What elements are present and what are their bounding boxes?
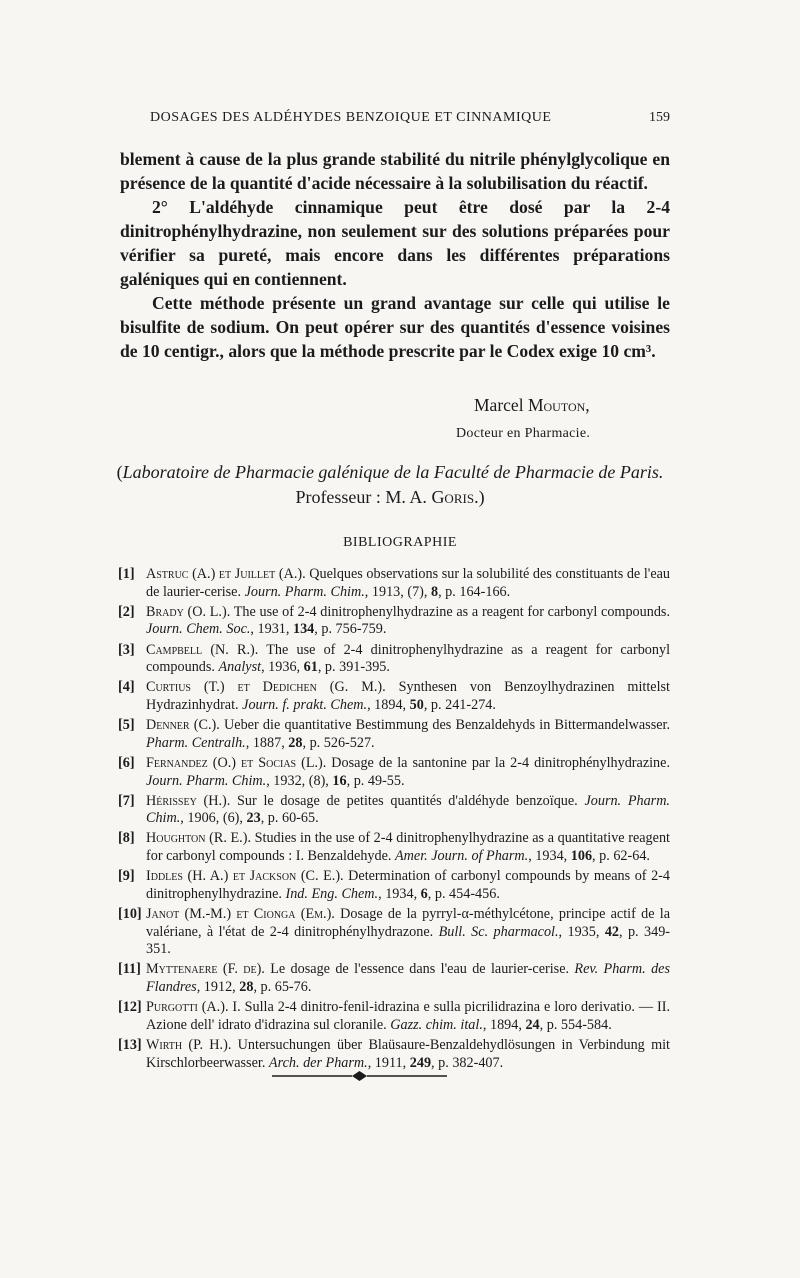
reference-item <box>118 604 670 639</box>
reference-text <box>146 1037 670 1072</box>
reference-item <box>118 755 670 790</box>
reference-pages: , p. 554-584. <box>539 1016 612 1033</box>
reference-pages: , p. 349-351. <box>146 923 671 958</box>
reference-volume: 8 <box>430 583 439 600</box>
reference-title: Dosage de la santonine par la 2-4 dinitrophénylhydrazine. <box>326 754 670 771</box>
reference-item <box>118 679 670 714</box>
reference-text <box>146 642 670 677</box>
reference-volume: 106 <box>570 848 593 865</box>
paragraph-1: blement à cause de la plus grande stabilité du nitrile phénylglycolique en présence de la quantité d'acide nécessaire à la solubilisation du réactif. <box>120 149 670 193</box>
reference-title: Le dosage de l'essence dans l'eau de laurier-cerise. <box>264 961 575 978</box>
reference-pages: , p. 756-759. <box>314 621 387 638</box>
reference-year: , 1931, <box>250 621 293 638</box>
reference-number: [13] <box>118 1036 142 1053</box>
reference-title: Quelques observations sur la solubilité des constituants de l'eau de laurier-cerise. <box>146 566 671 600</box>
author-signature <box>474 395 590 416</box>
reference-pages: , p. 62-64. <box>592 848 650 865</box>
reference-number: [7] <box>118 792 135 809</box>
reference-journal: Amer. Journ. of Pharm. <box>395 848 529 865</box>
reference-journal: Ind. Eng. Chem. <box>285 885 379 902</box>
reference-text <box>146 868 670 903</box>
reference-number: [10] <box>118 906 142 923</box>
reference-title: Synthesen von Benzoylhydrazinen mittelst Hydrazinhydrat. <box>146 679 670 713</box>
reference-text <box>146 679 670 714</box>
reference-text <box>146 999 670 1034</box>
paragraph-3: Cette méthode présente un grand avantage sur celle qui utilise le bisulfite de sodium. On peut opérer sur des quantités d'essence voisines de 10 centigr., alors que la méthode prescrite par le Codex exige 10 cm³. <box>120 293 670 361</box>
reference-number: [5] <box>118 717 135 734</box>
reference-volume: 249 <box>409 1054 432 1071</box>
reference-year: , 1894, <box>367 696 410 713</box>
reference-volume: 134 <box>292 621 315 638</box>
author-first-name: Marcel <box>474 395 524 415</box>
reference-volume: 6 <box>420 885 428 902</box>
reference-volume: 61 <box>303 659 318 676</box>
reference-year: , 1936, <box>261 659 304 676</box>
reference-number: [3] <box>118 641 135 658</box>
reference-pages: , p. 60-65. <box>260 810 319 827</box>
reference-volume: 16 <box>332 772 347 789</box>
reference-title: Ueber die quantitative Bestimmung des Benzaldehyds in Bittermandelwasser. <box>219 717 671 734</box>
reference-text <box>146 830 670 865</box>
reference-item <box>118 566 670 601</box>
reference-number: [2] <box>118 603 135 620</box>
reference-year: , 1906, (6), <box>180 810 247 827</box>
reference-title: Dosage de la pyrryl-α-méthylcétone, principe actif de la valériane, à l'état de 2-4 dinitrophénylhydrazone. <box>146 906 670 940</box>
reference-volume: 42 <box>604 923 620 940</box>
reference-pages: , p. 382-407. <box>431 1054 504 1071</box>
reference-authors: Fernandez (O.) et Socias (L.). <box>146 754 327 771</box>
reference-pages: , p. 526-527. <box>302 734 375 751</box>
lab-note-open: ( <box>116 462 123 482</box>
author-title: Docteur en Pharmacie. <box>456 426 591 441</box>
end-ornament <box>272 1069 447 1083</box>
reference-item <box>118 642 670 677</box>
reference-pages: , p. 454-456. <box>427 885 500 902</box>
reference-volume: 28 <box>239 979 254 995</box>
reference-pages: , p. 164-166. <box>438 583 511 600</box>
laboratory-note <box>110 460 670 510</box>
reference-title: I. Sulla 2-4 dinitro-fenil-idrazina e sulla picrilidrazina e loro derivatio. — II. Azione dell' idrato d'idrazina sul cloranile. <box>146 999 671 1033</box>
reference-item <box>118 717 670 752</box>
reference-year: , 1913, (7), <box>364 583 431 600</box>
lab-note-professor-label: Professeur : M. A. <box>295 487 432 507</box>
page-header <box>150 110 670 134</box>
reference-year: , 1887, <box>245 734 289 751</box>
body-text <box>120 147 670 363</box>
reference-pages: , p. 65-76. <box>253 979 312 995</box>
reference-number: [12] <box>118 999 142 1016</box>
reference-volume: 23 <box>246 810 261 827</box>
reference-number: [1] <box>118 566 135 582</box>
reference-number: [6] <box>118 754 135 771</box>
lab-note-institution: Laboratoire de Pharmacie galénique de la Faculté de Pharmacie de Paris. <box>122 462 664 482</box>
reference-journal: Journ. Chem. Soc. <box>146 621 251 638</box>
reference-journal: Analyst <box>218 659 262 676</box>
reference-pages: , p. 49-55. <box>346 772 405 789</box>
reference-authors: Purgotti (A.). <box>146 999 229 1016</box>
reference-journal: Journ. Pharm. Chim. <box>146 792 670 827</box>
reference-year: , 1932, (8), <box>266 772 333 789</box>
reference-text <box>146 717 670 752</box>
reference-title: The use of 2-4 dinitrophenylhydrazine as a reagent for carbonyl compounds. <box>230 603 670 620</box>
reference-journal: Pharm. Centralh. <box>146 734 246 751</box>
reference-volume: 24 <box>525 1016 540 1033</box>
bibliography-heading: BIBLIOGRAPHIE <box>343 535 457 550</box>
reference-journal: Arch. der Pharm. <box>268 1054 368 1071</box>
reference-title: The use of 2-4 dinitrophenylhydrazine as a reagent for carbonyl compounds. <box>146 641 671 676</box>
reference-authors: Wirth (P. H.). <box>146 1036 232 1053</box>
reference-item <box>118 1037 670 1072</box>
reference-item <box>118 961 670 996</box>
reference-text <box>146 793 670 828</box>
author-last-name: Mouton, <box>527 395 590 415</box>
page-number: 159 <box>649 110 670 125</box>
reference-authors: Brady (O. L.). <box>146 603 231 620</box>
reference-item <box>118 830 670 865</box>
reference-journal: Journ. f. prakt. Chem. <box>242 696 368 713</box>
reference-authors: Astruc (A.) et Juillet (A.). <box>146 566 306 582</box>
reference-journal: Bull. Sc. pharmacol. <box>438 923 559 940</box>
reference-number: [9] <box>118 868 135 885</box>
reference-authors: Campbell (N. R.). <box>146 641 259 658</box>
reference-journal: Gazz. chim. ital. <box>390 1016 483 1033</box>
reference-text <box>146 961 670 996</box>
reference-pages: , p. 241-274. <box>423 696 496 713</box>
reference-journal: Journ. Pharm. Chim. <box>146 772 267 789</box>
reference-text <box>146 755 670 790</box>
reference-year: , 1911, <box>367 1054 410 1071</box>
reference-item <box>118 868 670 903</box>
reference-authors: Iddles (H. A.) et Jackson (C. E.). <box>146 868 344 885</box>
reference-year: , 1934, <box>528 848 571 865</box>
reference-title: Determination of carbonyl compounds by means of 2-4 dinitrophenylhydrazine. <box>146 868 670 902</box>
paragraph-2: 2° L'aldéhyde cinnamique peut être dosé par la 2-4 dinitrophénylhydrazine, non seulement sur des solutions préparées pour vérifier sa pureté, mais encore dans les différentes préparations galéniques qui en contiennent. <box>120 197 670 289</box>
running-title: DOSAGES DES ALDÉHYDES BENZOIQUE ET CINNAMIQUE <box>150 110 552 125</box>
reference-year: , 1935, <box>558 923 605 940</box>
reference-list <box>118 566 670 1075</box>
reference-authors: Myttenaere (F. de). <box>146 961 265 978</box>
reference-number: [11] <box>118 961 141 978</box>
reference-authors: Houghton (R. E.). <box>146 830 251 847</box>
reference-item <box>118 906 670 959</box>
reference-text <box>146 566 670 601</box>
reference-title: Sur le dosage de petites quantités d'aldéhyde benzoïque. <box>230 792 585 809</box>
reference-text <box>146 604 670 639</box>
reference-authors: Curtius (T.) et Dedichen (G. M.). <box>146 679 386 696</box>
reference-pages: , p. 391-395. <box>317 659 390 676</box>
reference-journal: Rev. Pharm. des Flandres <box>146 961 670 995</box>
reference-text <box>146 906 670 959</box>
reference-volume: 28 <box>288 734 303 751</box>
reference-journal: Journ. Pharm. Chim. <box>244 583 365 600</box>
lab-note-close: .) <box>474 487 485 507</box>
reference-item <box>118 999 670 1034</box>
reference-year: , 1894, <box>482 1016 526 1033</box>
reference-title: Untersuchungen über Blaüsaure-Benzaldehydlösungen in Verbindung mit Kirschlorbeerwasser. <box>146 1036 670 1071</box>
reference-year: , 1934, <box>378 885 421 902</box>
reference-item <box>118 793 670 828</box>
reference-number: [4] <box>118 679 135 696</box>
reference-year: , 1912, <box>196 979 240 995</box>
reference-authors: Hérissey (H.). <box>146 792 231 809</box>
reference-title: Studies in the use of 2-4 dinitrophenylhydrazine as a quantitative reagent for carbonyl compounds : I. Benzaldehyde. <box>146 830 670 865</box>
reference-number: [8] <box>118 830 135 847</box>
reference-authors: Janot (M.-M.) et Cionga (Em.). <box>146 906 335 923</box>
lab-note-professor-name: Goris <box>431 487 475 507</box>
reference-authors: Denner (C.). <box>146 717 220 734</box>
reference-volume: 50 <box>409 696 424 713</box>
